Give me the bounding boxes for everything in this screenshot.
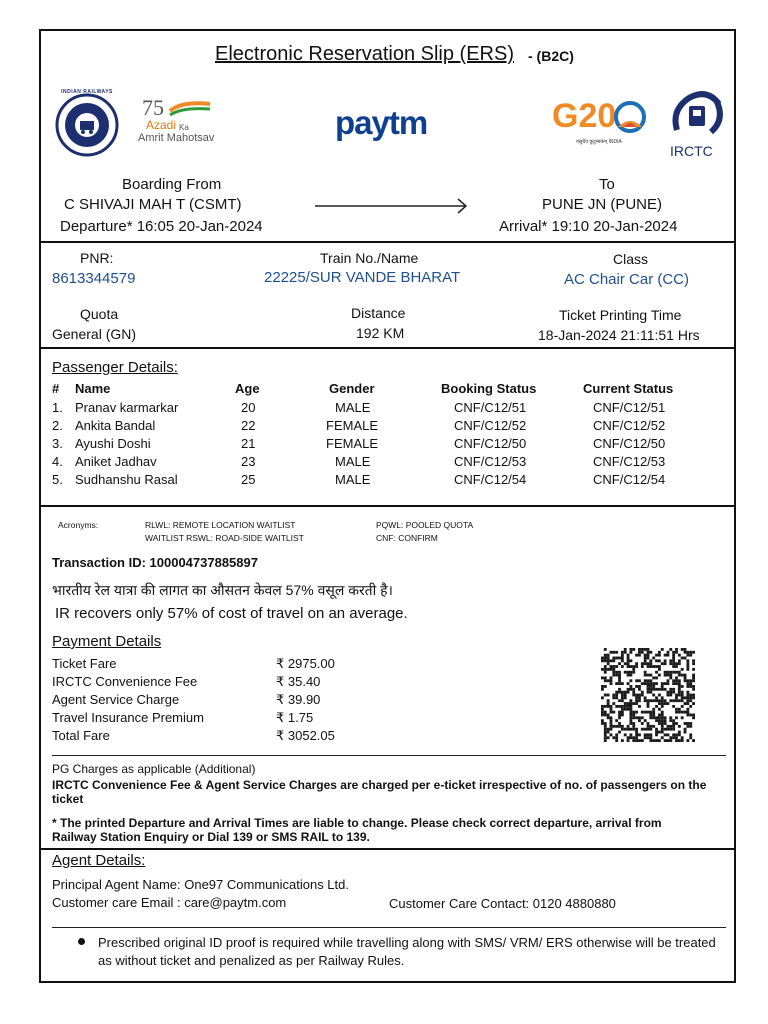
current-status: CNF/C12/50 [593, 436, 666, 451]
train-label: Train No./Name [320, 250, 419, 266]
departure-time: Departure* 16:05 20-Jan-2024 [60, 218, 263, 235]
column-header: Gender [329, 381, 375, 396]
destination-label: To [599, 176, 615, 193]
irctc-emblem-icon [667, 90, 727, 140]
customer-care-contact: Customer Care Contact: 0120 4880880 [389, 896, 616, 911]
paytm-wordmark: paytm [335, 104, 428, 141]
passenger-number: 4. [52, 454, 63, 469]
timing-note: * The printed Departure and Arrival Times are liable to change. Please check correct departure, arrival from Railway Station Enquiry or Dial 139 or SMS RAIL to 139. [52, 816, 662, 844]
payment-details-heading: Payment Details [52, 633, 162, 650]
passenger-number: 3. [52, 436, 63, 451]
current-status: CNF/C12/54 [593, 472, 666, 487]
id-proof-note: Prescribed original ID proof is required while travelling along with SMS/ VRM/ ERS otherwise will be treated as without ticket and penalized as per Railway Rules. [98, 935, 716, 968]
g20-subtext: वसुधैव कुटुम्बकम् INDIA [576, 139, 622, 145]
route-arrow-icon [315, 196, 471, 216]
boarding-station: C SHIVAJI MAH T (CSMT) [64, 196, 242, 213]
train-value: 22225/SUR VANDE BHARAT [264, 269, 461, 286]
passenger-name: Ayushi Doshi [75, 436, 151, 451]
tricolor-flag-icon [168, 101, 212, 117]
fare-label: IRCTC Convenience Fee [52, 674, 198, 689]
booking-status: CNF/C12/52 [454, 418, 527, 433]
amrit-mahotsav-word: Amrit Mahotsav [138, 132, 215, 144]
divider [39, 848, 736, 850]
passenger-gender: MALE [335, 400, 371, 415]
column-header: Name [75, 381, 111, 396]
fare-amount: ₹ 1.75 [276, 710, 314, 725]
divider [39, 505, 736, 507]
acronym-pqwl: PQWL: POOLED QUOTA [376, 520, 474, 530]
passenger-name: Pranav karmarkar [75, 400, 179, 415]
principal-agent-name: Principal Agent Name: One97 Communications Ltd. [52, 877, 349, 892]
azadi-75-mark: 75 [142, 95, 164, 120]
document-subtitle: - (B2C) [528, 48, 574, 64]
current-status: CNF/C12/52 [593, 418, 666, 433]
print-time-value: 18-Jan-2024 21:11:51 Hrs [538, 327, 700, 343]
bullet-icon [78, 938, 85, 945]
fare-amount: ₹ 39.90 [276, 692, 321, 707]
lotus-globe-icon [612, 101, 648, 137]
passenger-details-heading: Passenger Details: [52, 359, 178, 376]
pnr-label: PNR: [80, 250, 114, 266]
column-header: # [52, 381, 60, 396]
divider [39, 347, 736, 349]
fare-amount: ₹ 2975.00 [276, 656, 335, 671]
fare-amount: ₹ 3052.05 [276, 728, 335, 743]
agent-details-heading: Agent Details: [52, 852, 146, 869]
fare-amount: ₹ 35.40 [276, 674, 321, 689]
boarding-from-label: Boarding From [122, 176, 222, 193]
booking-status: CNF/C12/50 [454, 436, 527, 451]
passenger-age: 21 [241, 436, 256, 451]
print-time-label: Ticket Printing Time [559, 307, 682, 323]
current-status: CNF/C12/51 [593, 400, 666, 415]
divider [52, 927, 726, 928]
acronym-rswl: WAITLIST RSWL: ROAD-SIDE WAITLIST [145, 533, 304, 543]
hindi-cost-note: भारतीय रेल यात्रा की लागत का औसतन केवल 57% वसूल करती है। [52, 582, 393, 598]
table-row [52, 436, 692, 454]
convenience-fee-note: IRCTC Convenience Fee & Agent Service Charges are charged per e-ticket irrespective of no. of passengers on the ticket [52, 778, 707, 806]
indian-railways-logo [55, 93, 119, 157]
irctc-wordmark: IRCTC [670, 143, 713, 159]
passenger-age: 23 [241, 454, 256, 469]
quota-label: Quota [80, 306, 119, 322]
customer-care-email: Customer care Email : care@paytm.com [52, 895, 287, 910]
passenger-age: 22 [241, 418, 256, 433]
document-title: Electronic Reservation Slip (ERS) [215, 43, 514, 65]
passenger-gender: MALE [335, 472, 371, 487]
divider [52, 755, 726, 756]
passenger-number: 5. [52, 472, 63, 487]
passenger-gender: FEMALE [326, 436, 379, 451]
distance-label: Distance [351, 305, 406, 321]
fare-label: Ticket Fare [52, 656, 117, 671]
passenger-gender: FEMALE [326, 418, 379, 433]
booking-status: CNF/C12/54 [454, 472, 527, 487]
table-row [52, 400, 692, 418]
passenger-number: 2. [52, 418, 63, 433]
passenger-gender: MALE [335, 454, 371, 469]
fare-label: Total Fare [52, 728, 110, 743]
table-row [52, 472, 692, 490]
current-status: CNF/C12/53 [593, 454, 666, 469]
divider [39, 241, 736, 243]
quota-value: General (GN) [52, 326, 137, 342]
passenger-name: Ankita Bandal [75, 418, 156, 433]
table-row [52, 454, 692, 472]
g20-wordmark: G20 [552, 97, 617, 135]
transaction-id: Transaction ID: 100004737885897 [52, 555, 258, 570]
pg-charges-note: PG Charges as applicable (Additional) [52, 762, 256, 776]
indian-railways-label: INDIAN RAILWAYS [61, 89, 113, 95]
passenger-age: 20 [241, 400, 256, 415]
distance-value: 192 KM [356, 325, 405, 341]
booking-status: CNF/C12/53 [454, 454, 527, 469]
irctc-logo [664, 90, 730, 160]
passenger-name: Aniket Jadhav [75, 454, 157, 469]
column-header: Age [235, 381, 260, 396]
passenger-number: 1. [52, 400, 63, 415]
english-cost-note: IR recovers only 57% of cost of travel on an average. [55, 605, 408, 622]
arrival-time: Arrival* 19:10 20-Jan-2024 [499, 218, 678, 235]
pnr-value: 8613344579 [52, 270, 136, 287]
fare-label: Agent Service Charge [52, 692, 180, 707]
table-row [52, 418, 692, 436]
azadi-word: Azadi [146, 118, 177, 132]
azadi-ka-word: Ka [179, 123, 189, 132]
class-label: Class [613, 251, 649, 267]
g20-logo [552, 97, 652, 152]
class-value: AC Chair Car (CC) [564, 271, 690, 288]
passenger-age: 25 [241, 472, 256, 487]
qr-code [599, 648, 697, 742]
destination-station: PUNE JN (PUNE) [542, 196, 663, 213]
acronyms-label: Acronyms: [58, 520, 99, 530]
column-header: Current Status [583, 381, 674, 396]
column-header: Booking Status [441, 381, 537, 396]
booking-status: CNF/C12/51 [454, 400, 527, 415]
acronym-cnf: CNF: CONFIRM [376, 533, 438, 543]
fare-label: Travel Insurance Premium [52, 710, 204, 725]
acronym-rlwl: RLWL: REMOTE LOCATION WAITLIST [145, 520, 296, 530]
azadi-ka-amrit-mahotsav-logo [138, 97, 233, 149]
passenger-table-header [52, 381, 692, 399]
passenger-name: Sudhanshu Rasal [75, 472, 178, 487]
